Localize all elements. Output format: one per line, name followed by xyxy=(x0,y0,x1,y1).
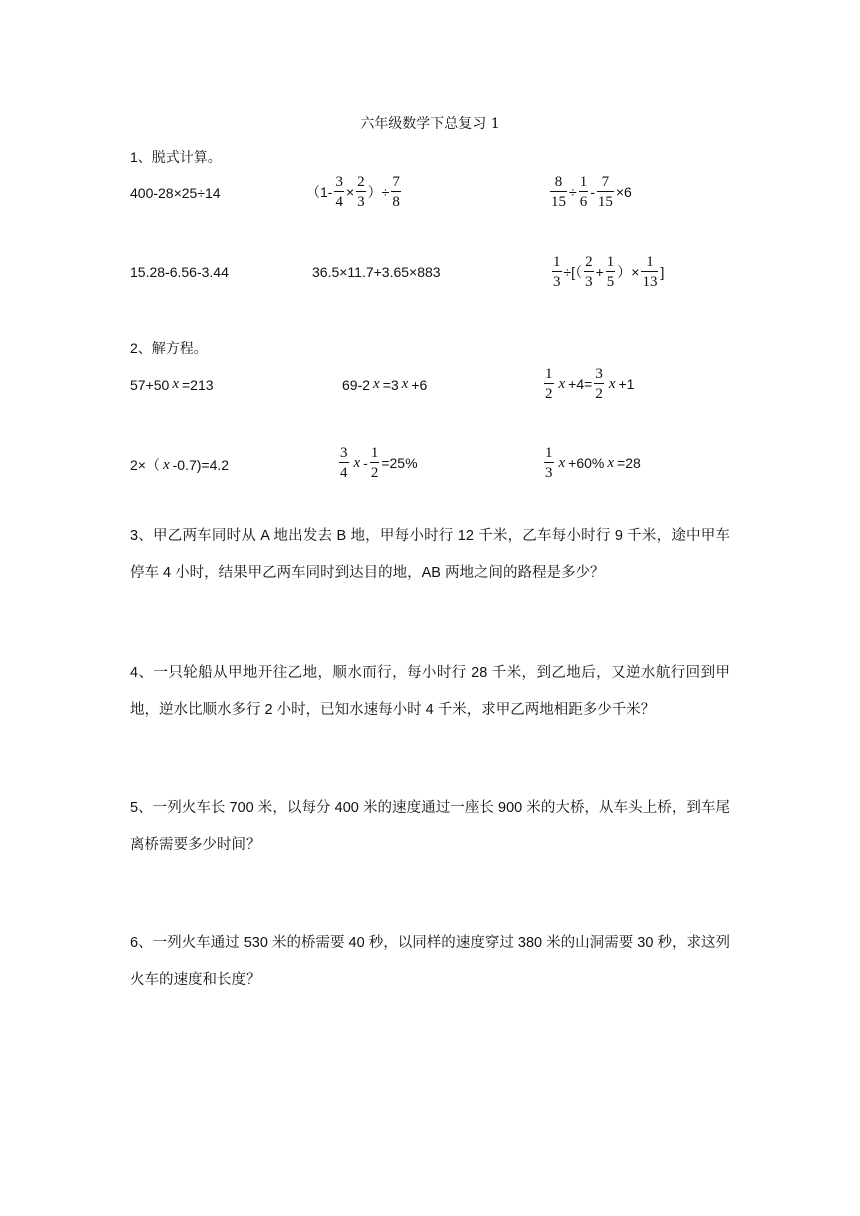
denominator: 15 xyxy=(597,191,614,210)
numerator: 2 xyxy=(585,254,593,270)
numerator: 7 xyxy=(392,174,400,190)
numerator: 1 xyxy=(606,254,615,270)
page-title: 六年级数学下总复习 1 xyxy=(360,116,500,132)
calc-1 xyxy=(130,185,221,201)
equation-1-text-1: 57+50 xyxy=(130,376,170,393)
denominator: 3 xyxy=(552,271,562,290)
equation-3-fraction-1 xyxy=(544,366,554,402)
equation-3-text-2: +1 xyxy=(618,376,635,392)
calc-3-text-2: - xyxy=(590,184,595,200)
calc-5-text: 36.5×11.7+3.65×883 xyxy=(312,264,441,280)
variable-x: x xyxy=(353,454,361,471)
calc-6-text-1: ÷[（ xyxy=(563,264,583,280)
numerator: 8 xyxy=(554,174,563,190)
numerator: 1 xyxy=(579,174,588,190)
calc-2-fraction-3 xyxy=(391,174,401,210)
calc-5 xyxy=(312,264,441,280)
calc-6-fraction-2 xyxy=(584,254,594,290)
problem-3: 3、甲乙两车同时从 A 地出发去 B 地，甲每小时行 12 千米，乙车每小时行 9 千米，途中甲车停车 4 小时，结果甲乙两车同时到达目的地，AB 两地之间的路程是多少？ xyxy=(130,528,730,581)
denominator: 4 xyxy=(339,462,349,481)
variable-x: x xyxy=(172,376,179,392)
calc-4 xyxy=(130,264,229,280)
equation-1 xyxy=(130,376,214,393)
calc-2-fraction-1 xyxy=(334,174,344,210)
calc-6-text-4: ] xyxy=(660,264,665,280)
equation-1-text-2: =213 xyxy=(182,376,214,393)
section-equations-heading: 2、解方程。 xyxy=(130,340,208,356)
calc-2-text-2: × xyxy=(345,184,355,200)
numerator: 1 xyxy=(545,366,553,382)
denominator: 8 xyxy=(391,191,401,210)
numerator: 1 xyxy=(545,445,553,461)
calc-3-text-1: ÷ xyxy=(569,184,577,200)
equation-3-fraction-2 xyxy=(594,366,604,402)
equation-2-text-1: 69-2 xyxy=(342,376,371,393)
calc-4-text: 15.28-6.56-3.44 xyxy=(130,264,229,280)
problem-6: 6、一列火车通过 530 米的桥需要 40 秒，以同样的速度穿过 380 米的山洞需要 30 秒，求这列火车的速度和长度？ xyxy=(130,935,730,988)
equation-5-fraction-1 xyxy=(339,445,349,481)
denominator: 3 xyxy=(356,191,366,210)
numerator: 7 xyxy=(601,174,610,190)
denominator: 2 xyxy=(370,462,380,481)
calc-3-fraction-2 xyxy=(579,174,589,210)
problem-4: 4、一只轮船从甲地开往乙地，顺水而行，每小时行 28 千米，到乙地后，又逆水航行回到甲地，逆水比顺水多行 2 小时，已知水速每小时 4 千米，求甲乙两地相距多少千米？ xyxy=(130,665,730,718)
equation-5-text-1: - xyxy=(363,455,368,471)
equation-2-text-3: +6 xyxy=(411,376,428,393)
variable-x: x xyxy=(373,376,380,392)
section-calculation-heading: 1、脱式计算。 xyxy=(130,149,222,165)
numerator: 3 xyxy=(340,445,348,461)
variable-x: x xyxy=(401,376,409,392)
denominator: 5 xyxy=(606,271,616,290)
variable-x: x xyxy=(608,375,616,392)
denominator: 13 xyxy=(641,271,658,290)
equation-5 xyxy=(337,445,418,481)
calc-2-text-3: ）÷ xyxy=(367,184,390,200)
denominator: 2 xyxy=(544,383,554,402)
denominator: 6 xyxy=(579,191,589,210)
variable-x: x xyxy=(558,454,566,471)
variable-x: x xyxy=(607,454,615,471)
equation-6-fraction-1 xyxy=(544,445,554,481)
calc-3-fraction-1 xyxy=(550,174,567,210)
equation-6 xyxy=(542,445,641,481)
problem-5: 5、一列火车长 700 米，以每分 400 米的速度通过一座长 900 米的大桥，从车头上桥，到车尾离桥需要多少时间？ xyxy=(130,800,730,853)
calc-2-fraction-2 xyxy=(356,174,366,210)
equation-6-text-1: +60% xyxy=(568,455,605,471)
numerator: 3 xyxy=(595,366,603,382)
denominator: 3 xyxy=(544,462,554,481)
calc-6-fraction-1 xyxy=(552,254,562,290)
calc-6 xyxy=(550,254,664,290)
variable-x: x xyxy=(558,375,566,392)
equation-4-text-2: -0.7)=4.2 xyxy=(172,457,230,473)
calc-2-text-1: （1- xyxy=(306,184,333,200)
calc-6-text-3: ）× xyxy=(617,264,640,280)
numerator: 2 xyxy=(357,174,365,190)
numerator: 1 xyxy=(553,254,561,270)
equation-4-text-1: 2×（ xyxy=(130,457,160,473)
calc-2 xyxy=(306,174,403,210)
equation-5-text-2: =25% xyxy=(381,455,418,471)
calc-6-text-2: + xyxy=(595,264,604,280)
equation-6-text-2: =28 xyxy=(617,455,641,471)
numerator: 3 xyxy=(335,174,343,190)
equation-5-fraction-2 xyxy=(370,445,380,481)
variable-x: x xyxy=(162,456,170,473)
calc-3 xyxy=(548,174,632,210)
denominator: 3 xyxy=(584,271,594,290)
calc-3-text-3: ×6 xyxy=(615,184,632,200)
denominator: 2 xyxy=(594,383,604,402)
equation-3 xyxy=(542,366,634,402)
calc-6-fraction-3 xyxy=(606,254,616,290)
equation-2-text-2: =3 xyxy=(382,376,399,393)
calc-3-fraction-3 xyxy=(597,174,614,210)
equation-4 xyxy=(130,455,229,475)
denominator: 15 xyxy=(550,191,567,210)
denominator: 4 xyxy=(334,191,344,210)
equation-3-text-1: +4= xyxy=(568,376,593,392)
numerator: 1 xyxy=(370,445,379,461)
numerator: 1 xyxy=(646,254,654,270)
calc-6-fraction-4 xyxy=(641,254,658,290)
calc-1-text: 400-28×25÷14 xyxy=(130,185,221,201)
equation-2 xyxy=(342,376,427,393)
